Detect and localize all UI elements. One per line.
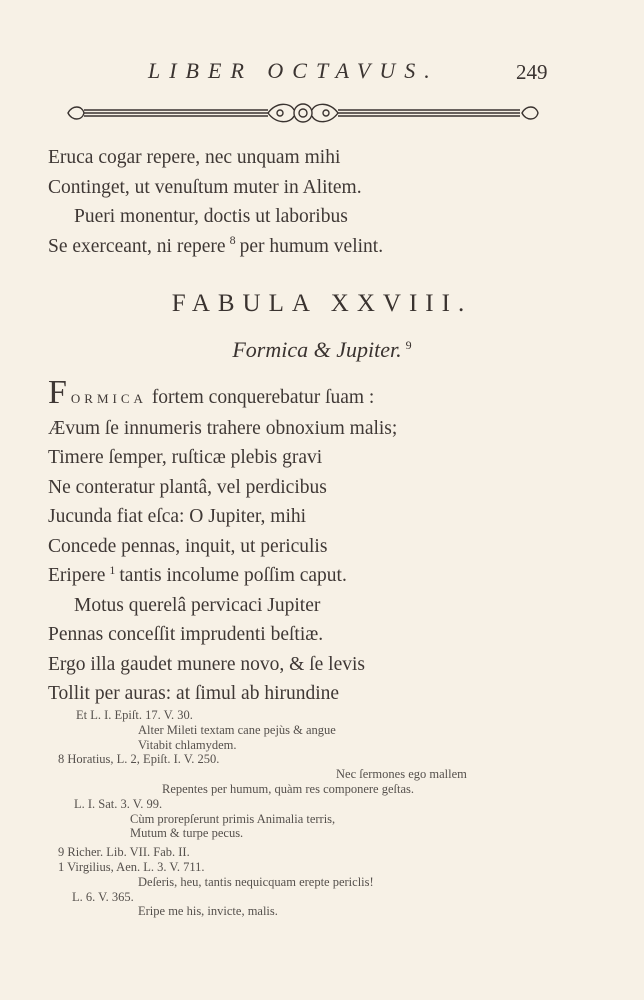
verse-line: Ergo illa gaudet munere novo, & ſe levis [48,653,365,675]
footnote-line: L. I. Sat. 3. V. 99. [74,796,163,811]
verse-line: Ævum ſe innumeris trahere obnoxium malis; [48,417,398,439]
footnote-ref: 8 [229,233,236,247]
verse-line: Timere ſemper, ruſticæ plebis gravi [48,447,323,468]
footnote-line: 1 Virgilius, Aen. L. 3. V. 711. [58,859,205,874]
verse-line: Eruca cogar repere, nec unquam mihi [48,147,341,168]
running-title: LIBER OCTAVUS. [148,58,439,83]
footnote-line: Nec ſermones ego mallem [336,767,467,782]
footnote-line: 9 Richer. Lib. VII. Fab. II. [58,845,190,860]
main-verse [48,374,398,709]
verse-text: Se exerceant, ni repere [48,235,226,257]
page-number: 249 [516,60,548,84]
footnote-line: Eripe me his, invicte, malis. [138,904,278,919]
footnote-line: Et L. I. Epiſt. 17. V. 30. [76,708,193,722]
footnote-ref: 1 [109,562,116,577]
ornamental-rule [58,96,548,130]
verse-line: Tollit per auras: at ſimul ab hirundine [48,683,340,704]
verse-line: Pennas conceſſit imprudenti beſtiæ. [48,624,324,645]
verse-line: Jucunda fiat eſca: O Jupiter, mihi [48,506,307,527]
footnote-line: Deſeris, heu, tantis nequicquam erepte periclis! [138,874,374,889]
verse-text: tantis incolume poſſim caput. [119,565,347,586]
verse-text: fortem conquerebatur ſuam : [151,387,375,408]
fable-subtitle-text: Formica & Jupiter. [232,337,402,362]
verse-text: per humum velint. [239,235,384,257]
footnote-line: Alter Mileti textam cane pejùs & angue [138,722,336,737]
footnote-line: 8 Horatius, L. 2, Epiſt. I. V. 250. [58,752,220,767]
verse-line: Continget, ut venuſtum muter in Alitem. [48,176,362,198]
verse-line: Ne conteratur plantâ, vel perdicibus [48,476,327,498]
footnote-ref: 9 [405,337,412,352]
running-head [0,58,644,88]
footnotes [58,708,558,919]
verse-line [48,374,397,414]
footnote-line: Repentes per humum, quàm res componere geſtas. [162,781,415,796]
verse-line: Concede pennas, inquit, ut periculis [48,535,328,557]
small-caps: ORMICA [70,391,147,406]
footnote-line: Mutum & turpe pecus. [130,826,244,841]
verse-line [48,561,397,591]
footnote-line: Cùm prorepſerunt primis Animalia terris, [130,811,336,826]
verse-line: Pueri monentur, doctis ut laboribus [74,206,348,227]
top-verse [48,143,383,261]
drop-cap: F [48,374,67,411]
fable-title: FABULA XXVIII. [171,290,473,317]
footnote-line: L. 6. V. 365. [72,889,134,904]
footnote-line: Vitabit chlamydem. [138,737,237,752]
fable-subtitle [0,337,644,363]
verse-text: Eripere [48,565,106,586]
verse-line [48,232,383,262]
verse-line: Motus querelâ pervicaci Jupiter [74,594,321,616]
